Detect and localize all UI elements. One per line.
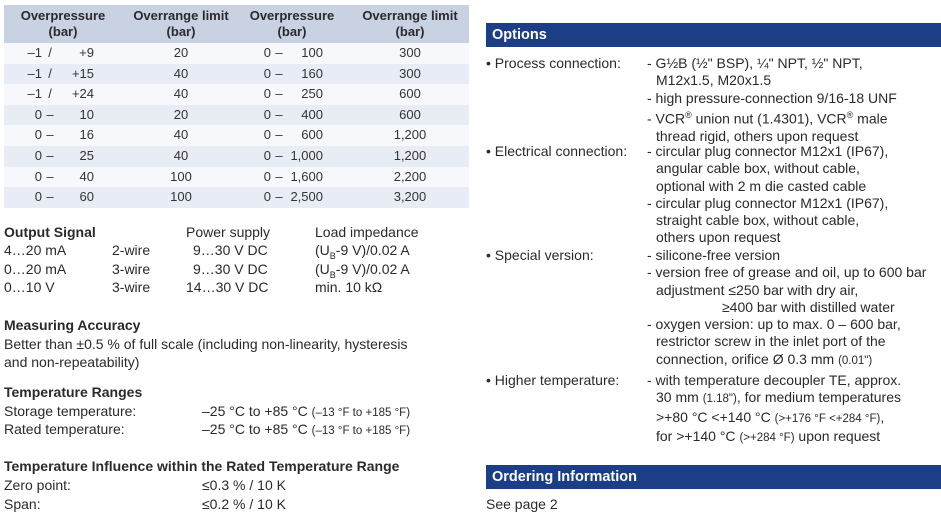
overrange-limit-cell: 40 xyxy=(122,125,240,146)
wire-type: 2-wire xyxy=(112,242,151,258)
overpressure-cell: 0 – 2,500 xyxy=(233,187,351,208)
power-supply-value: 9…30 V DC xyxy=(193,242,268,258)
signal-range: 0…20 mA xyxy=(4,260,67,277)
header-overrange-limit: Overrange limit (bar) xyxy=(122,5,240,43)
ordering-information-text: See page 2 xyxy=(486,496,558,512)
table-row xyxy=(4,43,240,64)
overpressure-cell: 0 – 400 xyxy=(233,105,351,126)
rated-temperature-label: Rated temperature: xyxy=(4,421,125,437)
overrange-limit-cell: 600 xyxy=(351,84,469,105)
table-row xyxy=(233,187,469,208)
overrange-limit-cell: 100 xyxy=(122,187,240,208)
overrange-limit-cell: 40 xyxy=(122,84,240,105)
overpressure-cell: 0 – 100 xyxy=(233,43,351,64)
overpressure-cell: 0 – 600 xyxy=(233,125,351,146)
higher-temperature-values: - with temperature decoupler TE, approx. 30 mm (1.18"), for medium temperatures >+80 °C <+140 °C (>+176 °F <+284 °F), for >+140 °C (>+284 °F) upon request xyxy=(647,372,902,444)
overrange-limit-cell: 300 xyxy=(351,43,469,64)
overpressure-cell: 0 – 25 xyxy=(4,146,122,167)
temperature-influence-title: Temperature Influence within the Rated Temperature Range xyxy=(4,458,400,474)
overpressure-cell: 0 – 1,000 xyxy=(233,146,351,167)
overpressure-table-left xyxy=(4,5,240,208)
overpressure-cell: 0 – 1,600 xyxy=(233,167,351,188)
overrange-limit-cell: 40 xyxy=(122,146,240,167)
overpressure-cell: 0 – 10 xyxy=(4,105,122,126)
overpressure-cell: 0 – 250 xyxy=(233,84,351,105)
overpressure-cell: 0 – 60 xyxy=(4,187,122,208)
overrange-limit-cell: 1,200 xyxy=(351,146,469,167)
table-row xyxy=(233,146,469,167)
load-impedance-value: ($U_B-9$ V)/0.02 A xyxy=(315,260,410,280)
measuring-accuracy-title: Measuring Accuracy xyxy=(4,317,141,333)
process-connection-label: • Process connection: xyxy=(486,55,621,71)
measuring-accuracy-line2: and non-repeatability) xyxy=(4,354,140,370)
storage-temperature-value: –25 °C to +85 °C (–13 °F to +185 °F) xyxy=(202,403,411,419)
table-row xyxy=(4,64,240,85)
overpressure-cell: 0 – 40 xyxy=(4,167,122,188)
rated-temperature-value: –25 °C to +85 °C (–13 °F to +185 °F) xyxy=(202,421,411,437)
electrical-connection-values: - circular plug connector M12x1 (IP67), angular cable box, without cable, optional with 2 m die casted cable - circular plug connector M12x1 (IP67), straight cable box, without cable, others upon request xyxy=(647,143,889,246)
overrange-limit-cell: 20 xyxy=(122,105,240,126)
header-overrange-limit: Overrange limit (bar) xyxy=(351,5,469,43)
wire-type: 3-wire xyxy=(112,279,151,295)
higher-temperature-label: • Higher temperature: xyxy=(486,372,620,388)
overpressure-cell: 0 – 16 xyxy=(4,125,122,146)
table-row xyxy=(4,105,240,126)
header-overpressure: Overpressure (bar) xyxy=(4,5,122,43)
storage-temperature-label: Storage temperature: xyxy=(4,403,137,419)
overpressure-cell: –1 / +15 xyxy=(4,64,122,85)
table-row xyxy=(233,105,469,126)
header-overpressure: Overpressure (bar) xyxy=(233,5,351,43)
overrange-limit-cell: 600 xyxy=(351,105,469,126)
overrange-limit-cell: 40 xyxy=(122,64,240,85)
overpressure-table-right xyxy=(233,5,469,208)
wire-type: 3-wire xyxy=(112,260,151,277)
electrical-connection-label: • Electrical connection: xyxy=(486,143,628,159)
load-impedance-value: ($U_B-9$ V)/0.02 A xyxy=(315,242,410,261)
overpressure-cell: –1 / +9 xyxy=(4,43,122,64)
table-row xyxy=(4,84,240,105)
overrange-limit-cell: 3,200 xyxy=(351,187,469,208)
overrange-limit-cell: 1,200 xyxy=(351,125,469,146)
signal-range: 4…20 mA xyxy=(4,242,67,258)
overrange-limit-cell: 20 xyxy=(122,43,240,64)
special-version-values: - silicone-free version - version free of grease and oil, up to 600 bar adjustment ≤250 bar with dry air, ≥400 bar with distilled water - oxygen version: up to max. 0 – 600 bar, restrictor screw in the inlet port of the connection, orifice Ø 0.3 mm (0.01") xyxy=(647,247,927,367)
span-label: Span: xyxy=(4,496,41,512)
output-signal-title: Output Signal xyxy=(4,224,96,240)
temperature-ranges-title: Temperature Ranges xyxy=(4,384,143,400)
load-impedance-heading: Load impedance xyxy=(315,224,419,240)
overrange-limit-cell: 300 xyxy=(351,64,469,85)
table-row xyxy=(233,167,469,188)
overrange-limit-cell: 2,200 xyxy=(351,167,469,188)
signal-range: 0…10 V xyxy=(4,279,55,295)
power-supply-value: 9…30 V DC xyxy=(193,260,268,277)
table-row xyxy=(233,84,469,105)
options-title-bar: Options xyxy=(486,23,941,47)
span-value: ≤0.2 % / 10 K xyxy=(202,496,286,512)
table-row xyxy=(233,43,469,64)
measuring-accuracy-line1: Better than ±0.5 % of full scale (including non-linearity, hysteresis xyxy=(4,336,408,352)
table-row xyxy=(233,125,469,146)
power-supply-heading: Power supply xyxy=(186,224,271,240)
overpressure-cell: 0 – 160 xyxy=(233,64,351,85)
zero-point-value: ≤0.3 % / 10 K xyxy=(202,477,286,493)
power-supply-value: 14…30 V DC xyxy=(186,279,269,295)
table-row xyxy=(4,187,240,208)
table-row xyxy=(4,125,240,146)
load-impedance-value: min. 10 kΩ xyxy=(315,279,383,295)
overrange-limit-cell: 100 xyxy=(122,167,240,188)
table-row xyxy=(233,64,469,85)
table-row xyxy=(4,146,240,167)
ordering-information-title-bar: Ordering Information xyxy=(486,465,941,489)
overpressure-cell: –1 / +24 xyxy=(4,84,122,105)
zero-point-label: Zero point: xyxy=(4,477,71,493)
table-row xyxy=(4,167,240,188)
process-connection-values: - G½B (½" BSP), ¼" NPT, ½" NPT, M12x1.5, M20x1.5 - high pressure-connection 9/16-18 UNF - VCR® union nut (1.4301), VCR® male thread rigid, others upon request xyxy=(647,55,897,144)
special-version-label: • Special version: xyxy=(486,247,594,263)
